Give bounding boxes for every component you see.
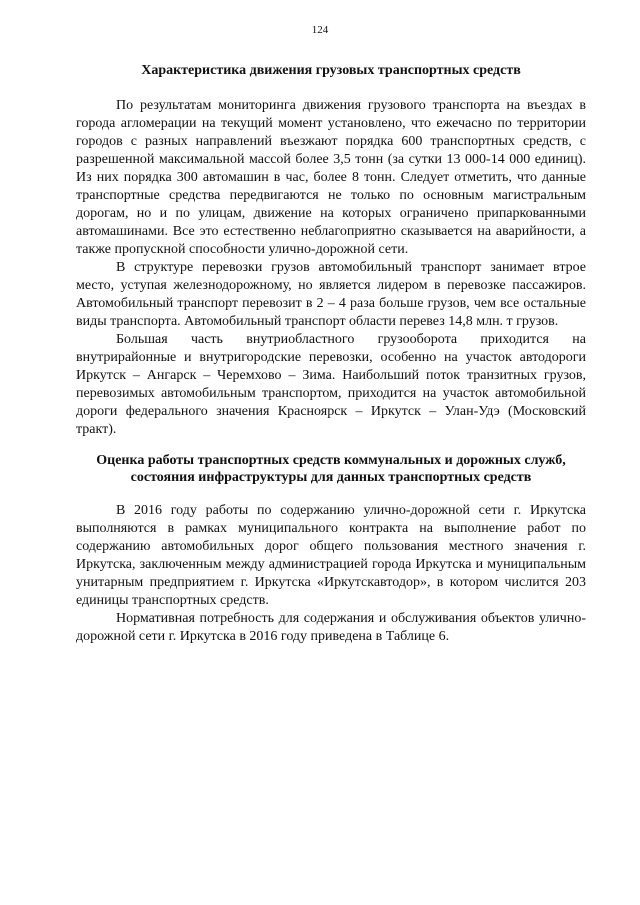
paragraph: По результатам мониторинга движения грузового транспорта на въездах в города агломерации на текущий момент установлено, что ежечасно по территории городов с разных направлений въезжают порядка 600 транспортных средств, с разрешенной максимальной массой более 3,5 тонн (за сутки 13 000-14 000 единиц). Из них порядка 300 автомашин в час, более 8 тонн. Следует отметить, что данные транспортные средства передвигаются не только по основным магистральным дорогам, но и по улицам, движение на которых ограничено припаркованными автомашинами. Все это естественно неблагоприятно сказывается на аварийности, а также пропускной способности улично-дорожной сети. xyxy=(76,98,586,257)
section-heading-municipal-vehicles: Оценка работы транспортных средств коммунальных и дорожных служб, состояния инфраструктуры для данных транспортных средств xyxy=(96,453,566,485)
paragraph: В 2016 году работы по содержанию улично-дорожной сети г. Иркутска выполняются в рамках муниципального контракта на выполнение работ по содержанию автомобильных дорог общего пользования местного значения г. Иркутска, заключенным между администрацией города Иркутска и муниципальным унитарным предприятием г. Иркутска «Иркутскавтодор», в котором числится 203 единицы транспортных средств. xyxy=(76,503,586,608)
paragraph: Нормативная потребность для содержания и обслуживания объектов улично-дорожной сети г. Иркутска в 2016 году приведена в Таблице 6. xyxy=(76,611,586,644)
paragraph: Большая часть внутриобластного грузооборота приходится на внутрирайонные и внутригородские перевозки, особенно на участок автодороги Иркутск – Ангарск – Черемхово – Зима. Наибольший поток транзитных грузов, перевозимых автомобильным транспортом, приходится на участок автомобильной дороги федерального значения Красноярск – Иркутск – Улан-Удэ (Московский тракт). xyxy=(76,332,586,437)
page-number: 124 xyxy=(311,24,329,36)
document-body xyxy=(76,62,586,646)
section-heading-freight-traffic: Характеристика движения грузовых транспортных средств xyxy=(141,63,521,78)
paragraph: В структуре перевозки грузов автомобильный транспорт занимает втрое место, уступая железнодорожному, но является лидером в перевозке пассажиров. Автомобильный транспорт перевозит в 2 – 4 раза больше грузов, чем все остальные виды транспорта. Автомобильный транспорт области перевез 14,8 млн. т грузов. xyxy=(76,260,586,329)
